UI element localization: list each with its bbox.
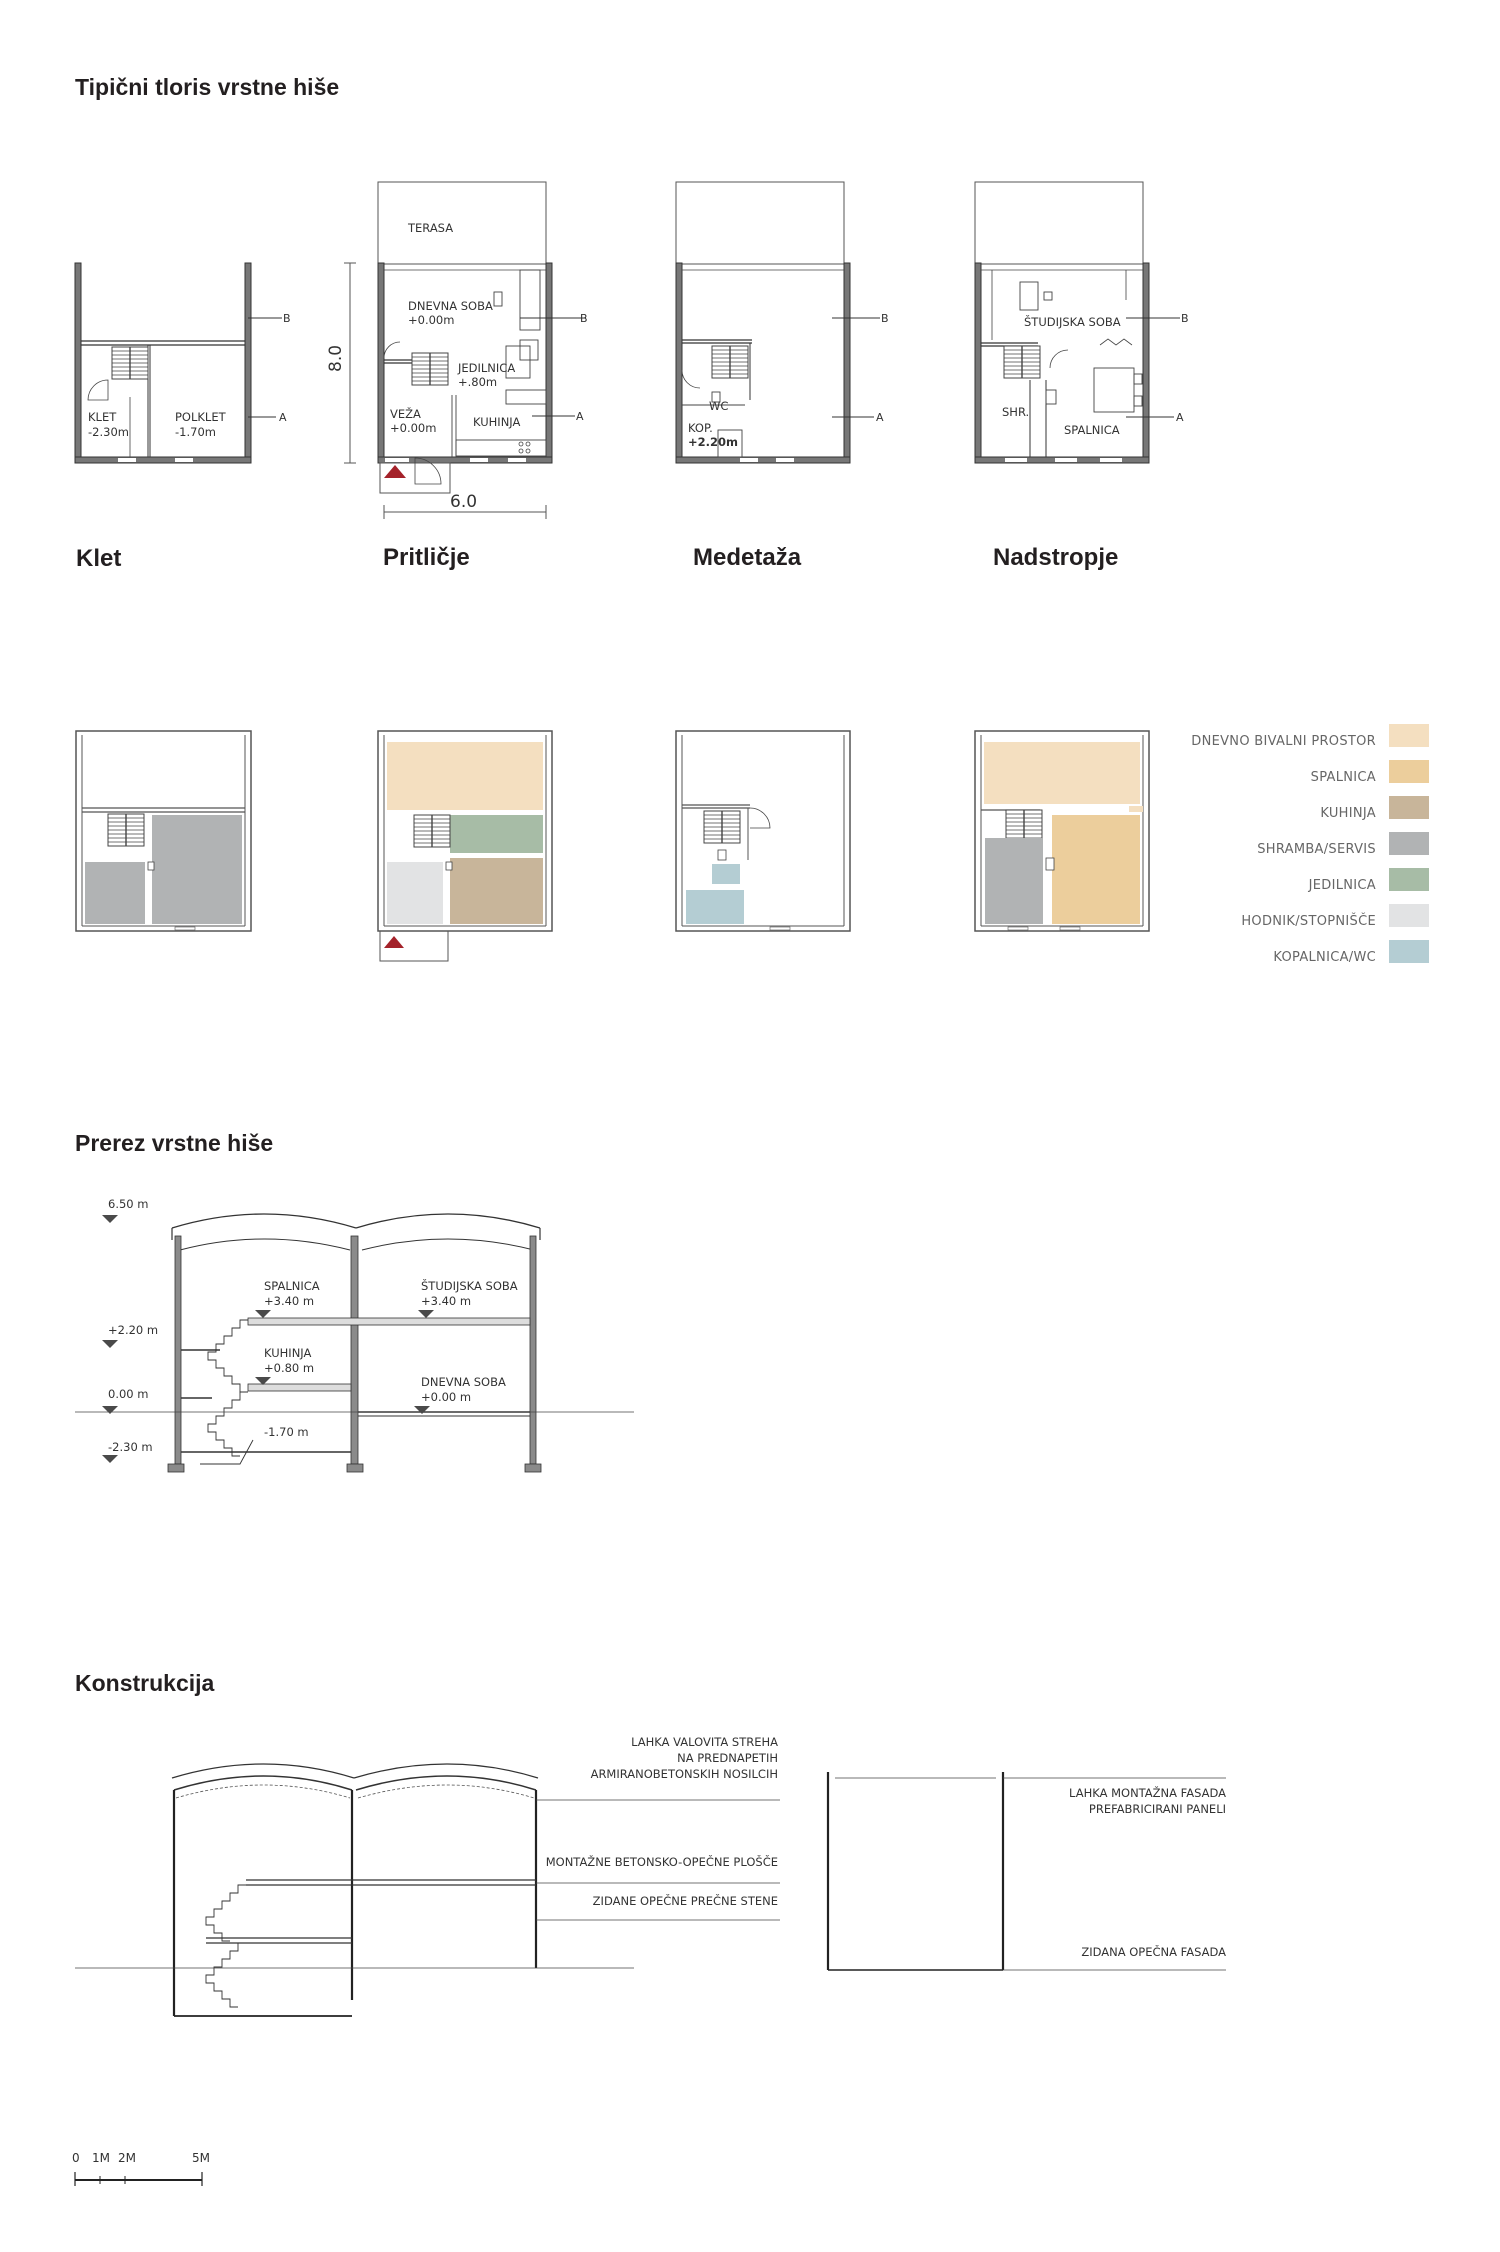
construction-label-roof-3: ARMIRANOBETONSKIH NOSILCIH — [590, 1767, 778, 1781]
marker-a: A — [279, 411, 287, 424]
legend-swatch — [1389, 724, 1429, 747]
label-studijska-soba: ŠTUDIJSKA SOBA — [1024, 315, 1121, 329]
scale-bar — [72, 2151, 210, 2186]
marker-a: A — [876, 411, 884, 424]
legend-label: JEDILNICA — [1308, 878, 1376, 893]
scale-label-5m: 5M — [192, 2151, 210, 2165]
label-klet-room: KLET — [88, 410, 117, 424]
section-label-kuhinja-level: +0.80 m — [264, 1361, 315, 1375]
color-plan-klet — [76, 731, 251, 931]
legend-item — [1191, 724, 1429, 749]
section-label-minus170: -1.70 m — [264, 1425, 309, 1439]
entrance-arrow-icon — [384, 936, 404, 948]
construction-label-facade-1: LAHKA MONTAŽNA FASADA — [1069, 1786, 1226, 1800]
legend-item — [1320, 796, 1429, 821]
label-polklet-room: POLKLET — [175, 410, 226, 424]
legend-label: DNEVNO BIVALNI PROSTOR — [1191, 734, 1376, 749]
legend-swatch — [1389, 796, 1429, 819]
marker-a: A — [576, 410, 584, 423]
legend-item — [1273, 940, 1429, 965]
scale-label-2m: 2M — [118, 2151, 136, 2165]
label-dnevna-level: +0.00m — [408, 313, 455, 327]
label-veza: VEŽA — [390, 407, 421, 421]
marker-b: B — [881, 312, 889, 325]
floor-label-nadstropje: Nadstropje — [993, 544, 1119, 571]
label-polklet-level: -1.70m — [175, 425, 216, 439]
level-650: 6.50 m — [108, 1197, 149, 1211]
section-label-spalnica: SPALNICA — [264, 1279, 320, 1293]
floor-plan-title: Tipični tloris vrstne hiše — [75, 74, 340, 100]
marker-b: B — [580, 312, 588, 325]
construction-drawing — [75, 1735, 1226, 2016]
legend-item — [1308, 868, 1429, 893]
construction-label-walls: ZIDANE OPEČNE PREČNE STENE — [592, 1894, 778, 1908]
floor-label-pritlicje: Pritličje — [383, 544, 470, 571]
section-label-dnevna: DNEVNA SOBA — [421, 1375, 506, 1389]
construction-title: Konstrukcija — [75, 1670, 215, 1696]
legend-swatch — [1389, 940, 1429, 963]
section-label-studijska-level: +3.40 m — [421, 1294, 472, 1308]
floor-label-klet: Klet — [76, 545, 122, 572]
dimension-width: 6.0 — [450, 492, 478, 512]
label-wc: WC — [709, 399, 729, 413]
color-plan-pritlicje — [378, 731, 552, 961]
label-kuhinja: KUHINJA — [473, 415, 521, 429]
marker-b: B — [283, 312, 291, 325]
floor-label-medetaza: Medetaža — [693, 544, 802, 571]
color-plan-medetaza — [676, 731, 850, 931]
marker-a: A — [1176, 411, 1184, 424]
construction-label-roof-1: LAHKA VALOVITA STREHA — [631, 1735, 778, 1749]
construction-label-roof-2: NA PREDNAPETIH — [677, 1751, 778, 1765]
legend-label: SPALNICA — [1310, 770, 1376, 785]
legend-swatch — [1389, 832, 1429, 855]
legend — [1191, 724, 1429, 965]
plan-medetaza — [676, 182, 889, 463]
plan-nadstropje — [975, 182, 1189, 463]
label-klet-level: -2.30m — [88, 425, 129, 439]
label-kop-level: +2.20m — [688, 435, 738, 449]
plan-pritlicje — [326, 182, 588, 519]
section-title: Prerez vrstne hiše — [75, 1130, 274, 1156]
section-label-studijska: ŠTUDIJSKA SOBA — [421, 1279, 518, 1293]
label-terasa: TERASA — [408, 221, 454, 235]
legend-swatch — [1389, 868, 1429, 891]
legend-label: KUHINJA — [1320, 806, 1376, 821]
label-shr: SHR. — [1002, 405, 1030, 419]
dimension-depth: 8.0 — [326, 344, 346, 372]
legend-item — [1257, 832, 1429, 857]
legend-item — [1241, 904, 1429, 929]
label-spalnica: SPALNICA — [1064, 423, 1120, 437]
label-dnevna-soba: DNEVNA SOBA — [408, 299, 493, 313]
scale-label-0: 0 — [72, 2151, 80, 2165]
legend-label: SHRAMBA/SERVIS — [1257, 842, 1376, 857]
level-220: +2.20 m — [108, 1323, 159, 1337]
section-label-kuhinja: KUHINJA — [264, 1346, 312, 1360]
label-veza-level: +0.00m — [390, 421, 437, 435]
legend-label: HODNIK/STOPNIŠČE — [1241, 914, 1376, 929]
color-plan-nadstropje — [975, 731, 1149, 931]
section-drawing — [75, 1197, 634, 1472]
label-jedilnica: JEDILNICA — [458, 361, 516, 375]
level-230: -2.30 m — [108, 1440, 153, 1454]
legend-item — [1311, 760, 1429, 785]
entrance-arrow-icon — [384, 465, 406, 478]
construction-label-slabs: MONTAŽNE BETONSKO-OPEČNE PLOŠČE — [545, 1855, 778, 1869]
construction-label-brick-facade: ZIDANA OPEČNA FASADA — [1081, 1945, 1226, 1959]
legend-label: KOPALNICA/WC — [1273, 950, 1376, 965]
section-label-spalnica-level: +3.40 m — [264, 1294, 315, 1308]
label-jedilnica-level: +.80m — [458, 375, 498, 389]
marker-b: B — [1181, 312, 1189, 325]
level-000: 0.00 m — [108, 1387, 149, 1401]
legend-swatch — [1389, 760, 1429, 783]
section-label-dnevna-level: +0.00 m — [421, 1390, 472, 1404]
construction-label-facade-2: PREFABRICIRANI PANELI — [1088, 1802, 1226, 1816]
legend-swatch — [1389, 904, 1429, 927]
label-kop: KOP. — [688, 421, 713, 435]
scale-label-1m: 1M — [92, 2151, 110, 2165]
plan-klet — [75, 263, 291, 463]
